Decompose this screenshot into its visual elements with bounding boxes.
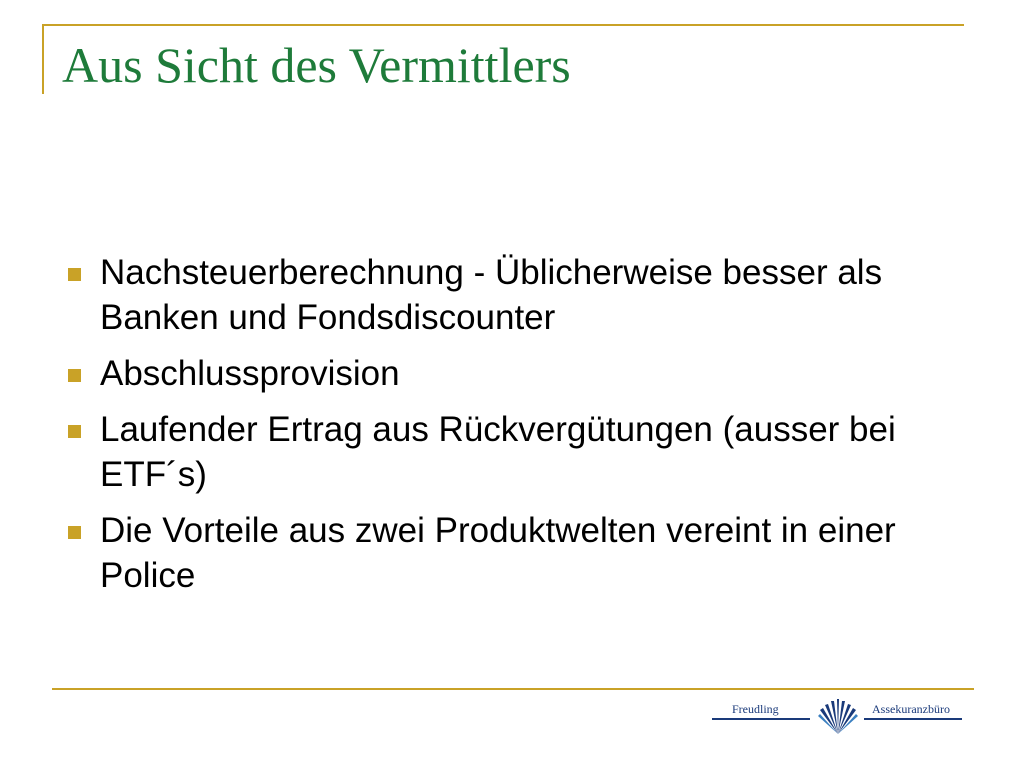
fan-logo-icon bbox=[816, 696, 860, 736]
square-bullet-icon bbox=[68, 268, 81, 281]
title-frame-left-rule bbox=[42, 24, 44, 94]
footer-rule bbox=[52, 688, 974, 690]
logo-left-rule bbox=[712, 718, 810, 720]
bullet-item bbox=[60, 250, 940, 340]
bullet-item bbox=[60, 508, 940, 598]
square-bullet-icon bbox=[68, 425, 81, 438]
square-bullet-icon bbox=[68, 526, 81, 539]
bullet-list bbox=[60, 250, 940, 609]
bullet-text: Nachsteuerberechnung - Üblicherweise besser als Banken und Fondsdiscounter bbox=[100, 253, 883, 337]
bullet-text: Die Vorteile aus zwei Produktwelten vereint in einer Police bbox=[100, 511, 896, 595]
bullet-item bbox=[60, 351, 940, 396]
bullet-item bbox=[60, 407, 940, 497]
bullet-text: Abschlussprovision bbox=[100, 354, 400, 393]
logo-right-text: Assekuranzbüro bbox=[872, 702, 950, 716]
company-logo bbox=[712, 696, 962, 740]
square-bullet-icon bbox=[68, 369, 81, 382]
title-frame-top-rule bbox=[42, 24, 964, 26]
bullet-text: Laufender Ertrag aus Rückvergütungen (ausser bei ETF´s) bbox=[100, 410, 896, 494]
slide-title: Aus Sicht des Vermittlers bbox=[62, 37, 571, 93]
logo-left-text: Freudling bbox=[732, 702, 779, 716]
logo-right-rule bbox=[864, 718, 962, 720]
